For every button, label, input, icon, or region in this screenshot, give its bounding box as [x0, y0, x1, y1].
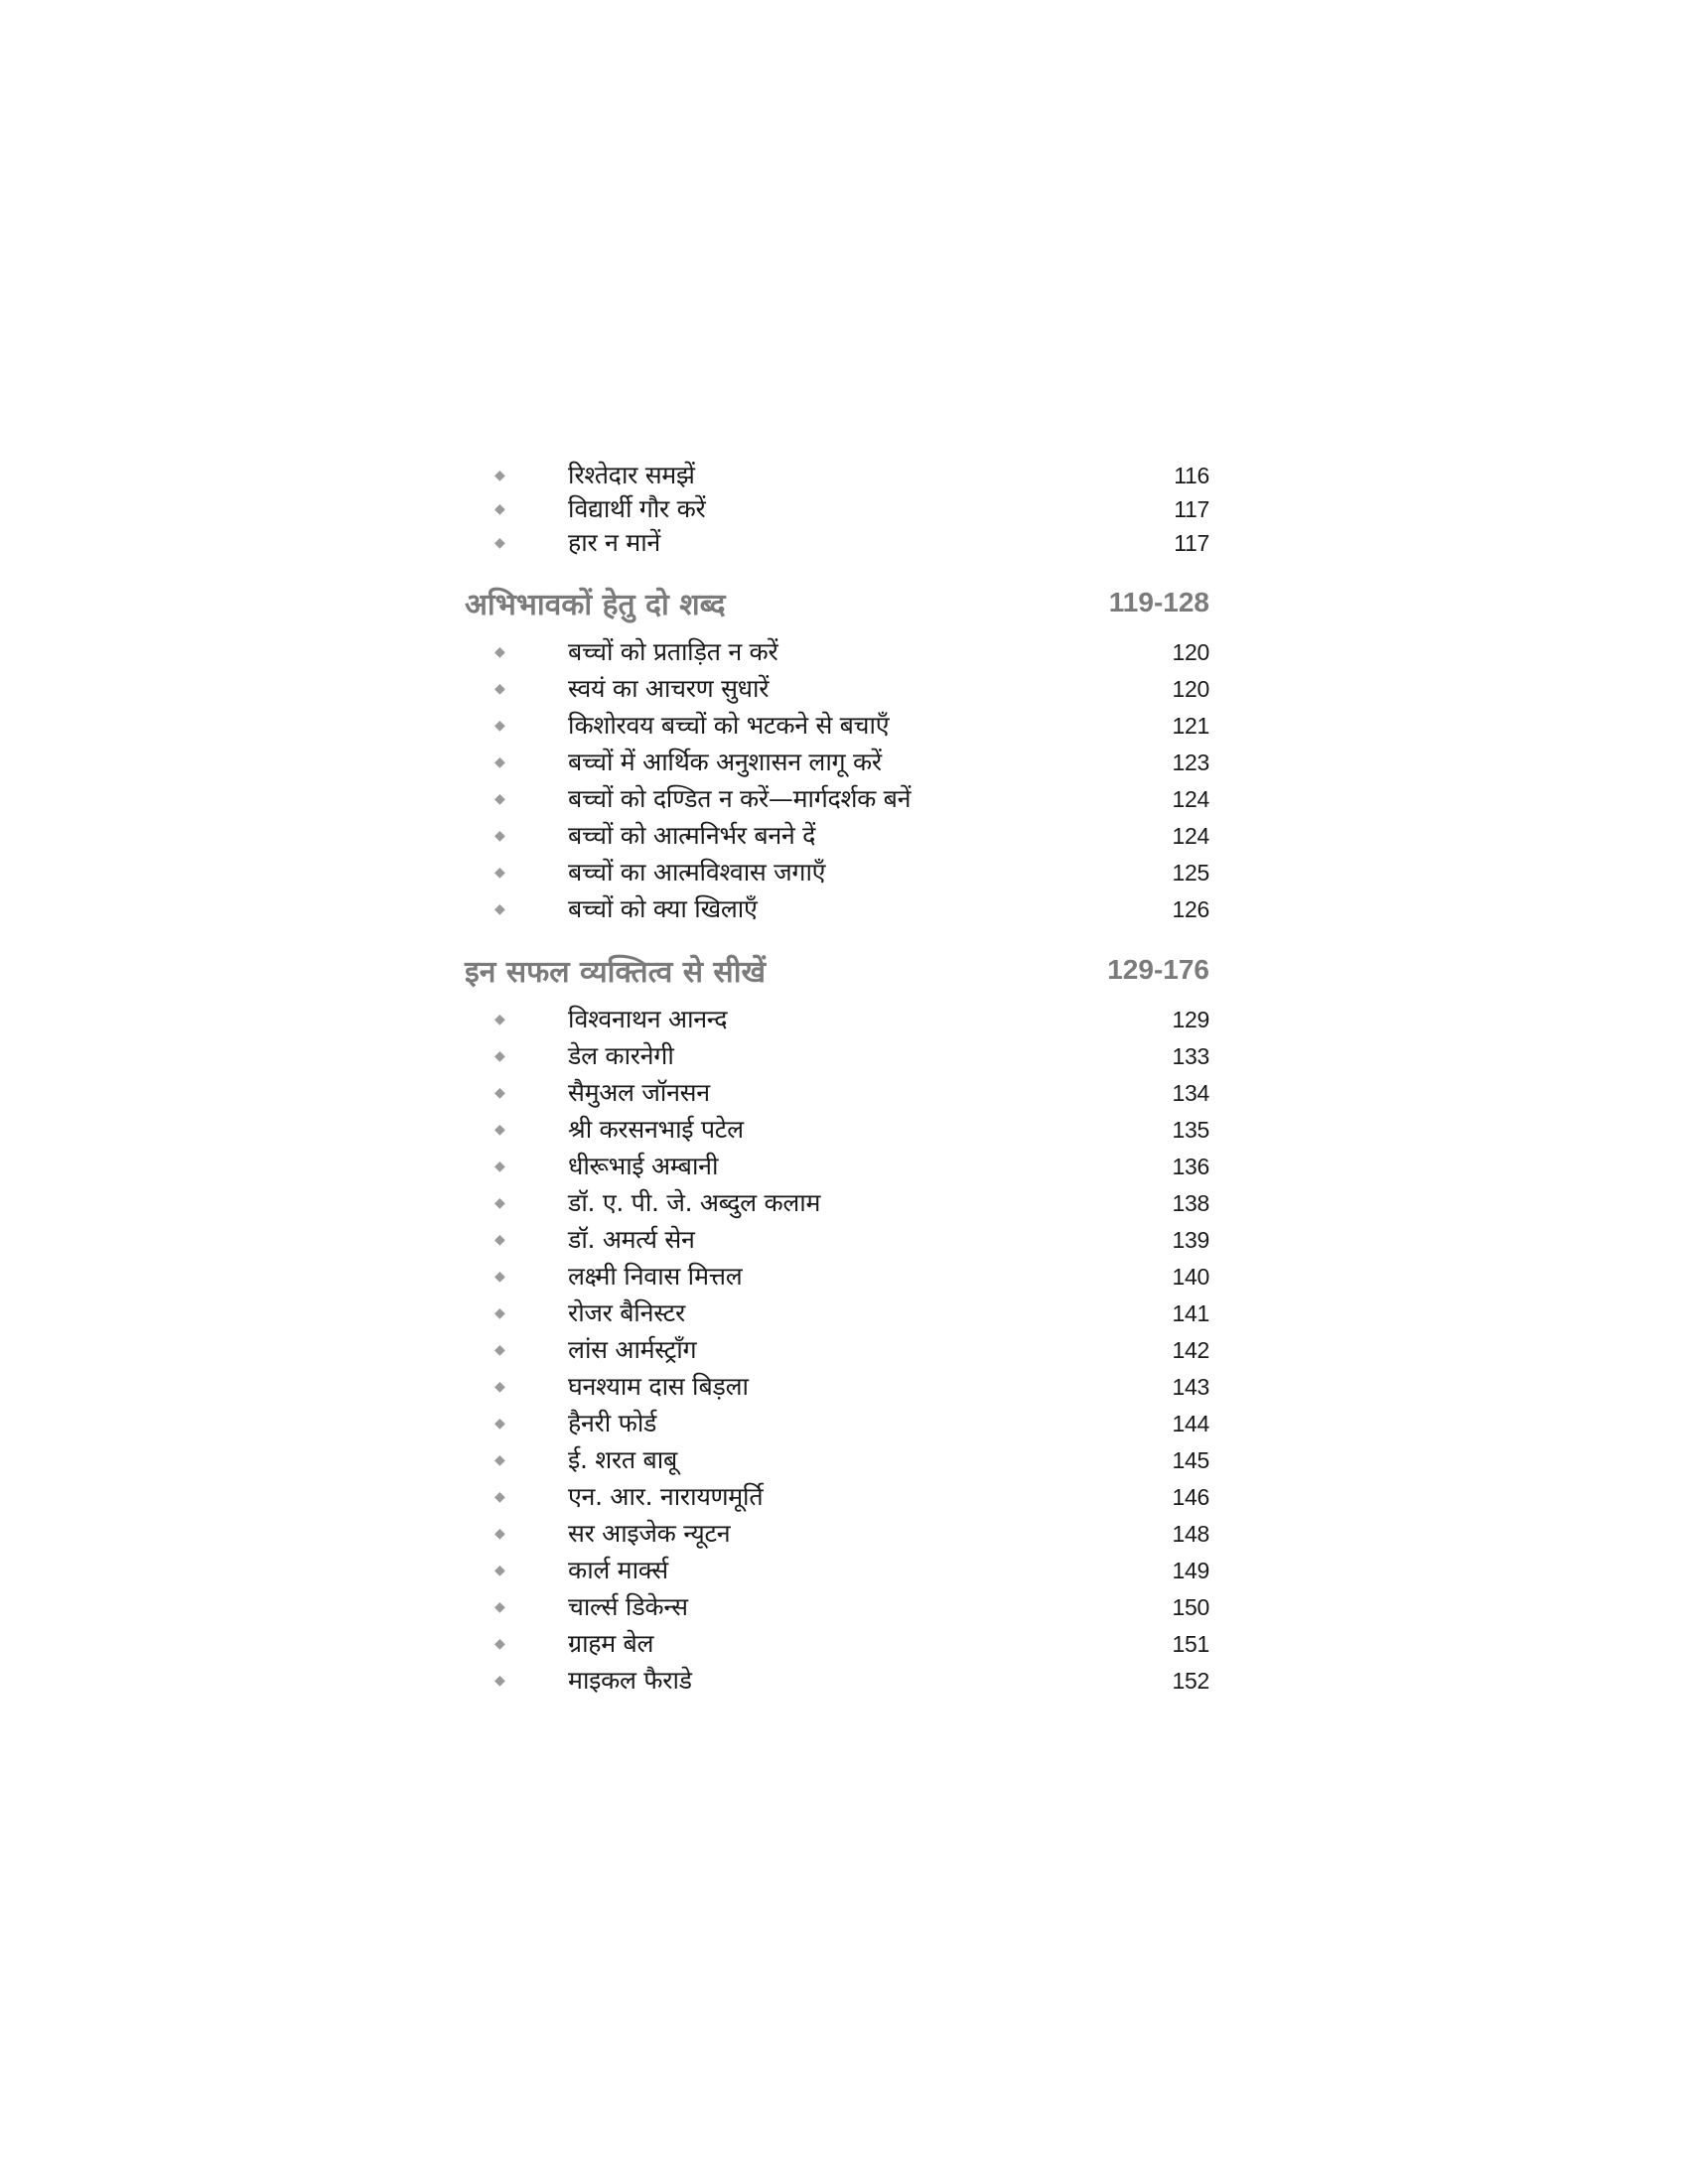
diamond-bullet-icon: ◆ — [494, 1415, 505, 1432]
toc-entry — [465, 817, 1209, 854]
toc-entry-page-number: 120 — [1172, 675, 1209, 702]
diamond-bullet-icon: ◆ — [494, 1231, 505, 1248]
toc-entry — [465, 1221, 1209, 1258]
toc-entry-page-number: 152 — [1172, 1667, 1209, 1694]
toc-entry — [465, 1331, 1209, 1368]
toc-section — [465, 941, 1209, 1699]
toc-entry — [465, 1588, 1209, 1625]
diamond-bullet-icon: ◆ — [494, 680, 505, 697]
toc-entry — [465, 1184, 1209, 1221]
toc-entry — [465, 1552, 1209, 1588]
toc-entry — [465, 526, 1209, 560]
toc-entry — [465, 1405, 1209, 1441]
toc-entry-page-number: 124 — [1172, 822, 1209, 849]
diamond-bullet-icon: ◆ — [494, 1488, 505, 1505]
toc-entry-page-number: 146 — [1172, 1483, 1209, 1510]
toc-entry-title: रिश्तेदार समझें — [568, 461, 695, 489]
toc-entry — [465, 670, 1209, 707]
toc-entry-page-number: 141 — [1172, 1299, 1209, 1326]
toc-entry-page-number: 148 — [1172, 1520, 1209, 1547]
diamond-bullet-icon: ◆ — [494, 1525, 505, 1542]
toc-entry-title: विद्यार्थी गौर करें — [568, 494, 706, 523]
toc-entry-title: श्री करसनभाई पटेल — [568, 1114, 744, 1144]
toc-entry — [465, 1001, 1209, 1037]
toc-entry-title: रोजर बैनिस्टर — [568, 1297, 685, 1327]
toc-entry-title: डेल कारनेगी — [568, 1040, 674, 1070]
toc-entry — [465, 780, 1209, 817]
diamond-bullet-icon: ◆ — [494, 790, 505, 807]
toc-entry-page-number: 125 — [1172, 859, 1209, 886]
toc-entry-title: बच्चों को क्या खिलाएँ — [568, 893, 758, 923]
toc-entry-page-number: 138 — [1172, 1189, 1209, 1216]
toc-entry — [465, 1478, 1209, 1515]
diamond-bullet-icon: ◆ — [494, 1378, 505, 1395]
toc-entry-page-number: 149 — [1172, 1557, 1209, 1583]
toc-entry-page-number: 136 — [1172, 1153, 1209, 1179]
toc-entry — [465, 1258, 1209, 1295]
diamond-bullet-icon: ◆ — [494, 827, 505, 844]
toc-entry — [465, 890, 1209, 927]
toc-entry-page-number: 140 — [1172, 1263, 1209, 1290]
toc-entry-title: डॉ. ए. पी. जे. अब्दुल कलाम — [568, 1187, 821, 1217]
toc-entry — [465, 1148, 1209, 1184]
toc-entry-page-number: 121 — [1172, 712, 1209, 739]
toc-entry-title: सैमुअल जॉनसन — [568, 1077, 710, 1107]
toc-entry-title: बच्चों को प्रताड़ित न करें — [568, 636, 778, 666]
toc-entry — [465, 1662, 1209, 1699]
diamond-bullet-icon: ◆ — [494, 1047, 505, 1064]
toc-entry-page-number: 150 — [1172, 1593, 1209, 1620]
toc-entry — [465, 459, 1209, 492]
diamond-bullet-icon: ◆ — [494, 1268, 505, 1285]
toc-entry — [465, 1295, 1209, 1331]
diamond-bullet-icon: ◆ — [494, 1451, 505, 1468]
toc-entry-page-number: 145 — [1172, 1446, 1209, 1473]
toc-entry-page-number: 120 — [1172, 638, 1209, 665]
toc-entry-title: बच्चों को दण्डित न करें—मार्गदर्शक बनें — [568, 783, 912, 813]
toc-entry — [465, 1441, 1209, 1478]
toc-entry-page-number: 123 — [1172, 749, 1209, 775]
toc-entry-page-number: 139 — [1172, 1226, 1209, 1253]
diamond-bullet-icon: ◆ — [494, 1635, 505, 1652]
diamond-bullet-icon: ◆ — [494, 535, 505, 551]
diamond-bullet-icon: ◆ — [494, 900, 505, 917]
diamond-bullet-icon: ◆ — [494, 1341, 505, 1358]
diamond-bullet-icon: ◆ — [494, 1084, 505, 1101]
toc-entry-title: बच्चों को आत्मनिर्भर बनने दें — [568, 820, 816, 850]
toc-entry-page-number: 133 — [1172, 1042, 1209, 1069]
toc-entry — [465, 1368, 1209, 1405]
toc-entry-title: किशोरवय बच्चों को भटकने से बचाएँ — [568, 710, 890, 740]
toc-entry-page-number: 117 — [1174, 496, 1209, 522]
toc-entry-title: ई. शरत बाबू — [568, 1444, 677, 1474]
toc-entry-title: कार्ल मार्क्स — [568, 1555, 668, 1584]
toc-entry-title: लांस आर्मस्ट्राँग — [568, 1334, 697, 1364]
toc-sections — [465, 574, 1209, 1699]
diamond-bullet-icon: ◆ — [494, 1194, 505, 1211]
toc-entry-title: ग्राहम बेल — [568, 1628, 654, 1658]
diamond-bullet-icon: ◆ — [494, 864, 505, 881]
toc-entry-page-number: 126 — [1172, 895, 1209, 922]
diamond-bullet-icon: ◆ — [494, 643, 505, 660]
diamond-bullet-icon: ◆ — [494, 1011, 505, 1027]
toc-entry — [465, 744, 1209, 780]
toc-entry — [465, 1074, 1209, 1111]
toc-entry-page-number: 129 — [1172, 1006, 1209, 1032]
toc-entry-title: घनश्याम दास बिड़ला — [568, 1371, 749, 1401]
toc-entry-title: डॉ. अमर्त्य सेन — [568, 1224, 695, 1254]
toc-entry-page-number: 117 — [1174, 530, 1209, 556]
toc-entry-page-number: 142 — [1172, 1336, 1209, 1363]
lead-items-list — [465, 459, 1209, 560]
toc-entry-title: स्वयं का आचरण सुधारें — [568, 673, 770, 703]
toc-entry-page-number: 143 — [1172, 1373, 1209, 1400]
toc-entry-title: विश्वनाथन आनन्द — [568, 1004, 728, 1033]
toc-entry — [465, 707, 1209, 744]
toc-entry-title: बच्चों का आत्मविश्वास जगाएँ — [568, 857, 826, 887]
section-heading-title: अभिभावकों हेतु दो शब्द — [465, 587, 726, 622]
toc-entry-title: माइकल फैराडे — [568, 1665, 692, 1695]
toc-entry-page-number: 134 — [1172, 1079, 1209, 1106]
toc-entry — [465, 1625, 1209, 1662]
toc-entry — [465, 633, 1209, 670]
diamond-bullet-icon: ◆ — [494, 1304, 505, 1321]
toc-entry-page-number: 135 — [1172, 1116, 1209, 1143]
toc-entry-page-number: 116 — [1174, 463, 1209, 488]
toc-entry-title: हैनरी फोर्ड — [568, 1408, 657, 1437]
toc-entry — [465, 492, 1209, 526]
toc-entry — [465, 1515, 1209, 1552]
toc-entry-page-number: 124 — [1172, 785, 1209, 812]
diamond-bullet-icon: ◆ — [494, 501, 505, 517]
diamond-bullet-icon: ◆ — [494, 468, 505, 483]
table-of-contents — [465, 459, 1209, 1699]
toc-entry-page-number: 151 — [1172, 1630, 1209, 1657]
toc-entry — [465, 1037, 1209, 1074]
toc-entry-title: धीरूभाई अम्बानी — [568, 1151, 719, 1180]
diamond-bullet-icon: ◆ — [494, 753, 505, 770]
diamond-bullet-icon: ◆ — [494, 1598, 505, 1615]
toc-entry-title: चार्ल्स डिकेन्स — [568, 1591, 688, 1621]
section-heading — [465, 574, 1209, 631]
section-heading-title: इन सफल व्यक्तित्व से सीखें — [465, 954, 767, 990]
diamond-bullet-icon: ◆ — [494, 1672, 505, 1689]
diamond-bullet-icon: ◆ — [494, 1158, 505, 1174]
toc-section — [465, 574, 1209, 927]
section-heading — [465, 941, 1209, 999]
section-page-range: 129-176 — [1107, 954, 1209, 985]
section-page-range: 119-128 — [1108, 587, 1209, 617]
toc-entry — [465, 1111, 1209, 1148]
toc-entry-title: सर आइजेक न्यूटन — [568, 1518, 731, 1548]
diamond-bullet-icon: ◆ — [494, 1562, 505, 1578]
toc-entry-title: एन. आर. नारायणमूर्ति — [568, 1481, 764, 1511]
toc-entry-title: हार न मानें — [568, 528, 660, 557]
diamond-bullet-icon: ◆ — [494, 1121, 505, 1138]
toc-entry — [465, 854, 1209, 890]
toc-entry-title: बच्चों में आर्थिक अनुशासन लागू करें — [568, 747, 882, 776]
toc-entry-page-number: 144 — [1172, 1410, 1209, 1436]
toc-entry-title: लक्ष्मी निवास मित्तल — [568, 1261, 743, 1291]
diamond-bullet-icon: ◆ — [494, 717, 505, 734]
